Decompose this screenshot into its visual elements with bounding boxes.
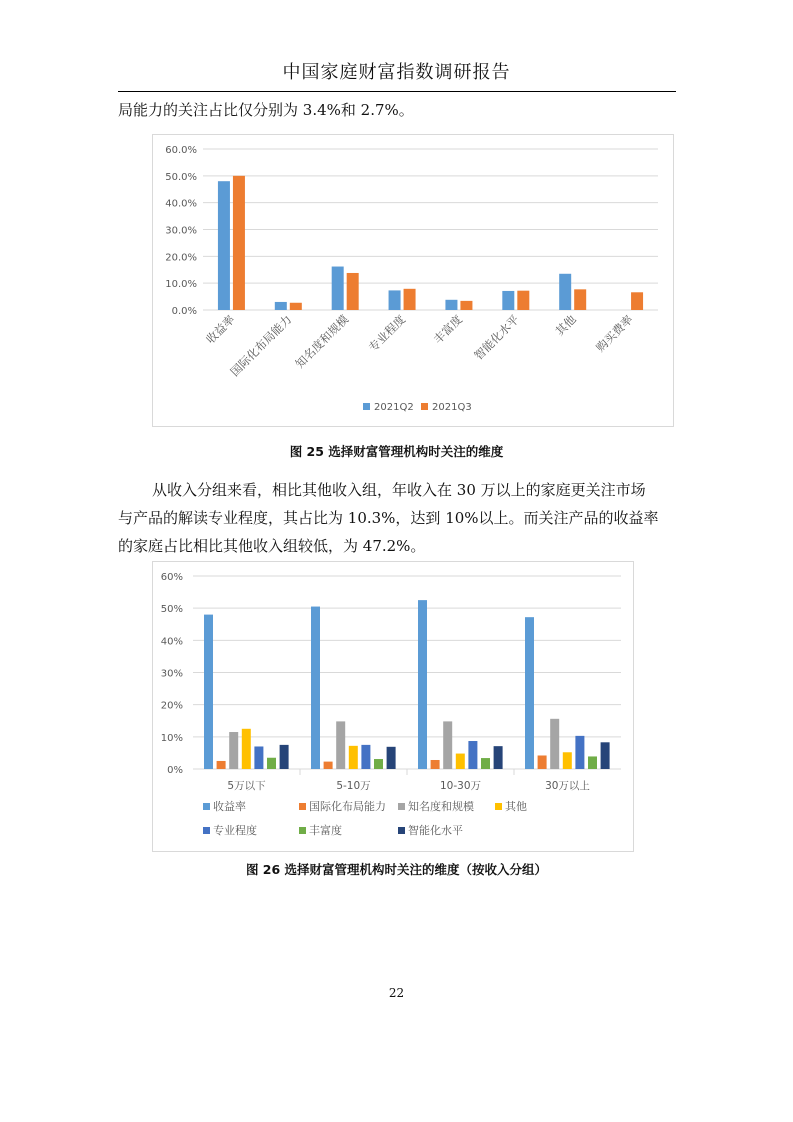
bar-丰富度 xyxy=(481,758,490,769)
bar-其他 xyxy=(242,729,251,769)
bar-专业程度 xyxy=(361,745,370,769)
bar-专业程度 xyxy=(575,736,584,769)
figure-26-caption: 图 26 选择财富管理机构时关注的维度（按收入分组） xyxy=(245,862,548,877)
bar-知名度和规模 xyxy=(443,721,452,769)
legend-swatch xyxy=(495,803,502,810)
bar-丰富度 xyxy=(588,756,597,769)
bar-其他 xyxy=(456,754,465,769)
legend-label: 智能化水平 xyxy=(408,824,463,837)
legend-label: 2021Q2 xyxy=(374,402,414,413)
legend-swatch xyxy=(299,827,306,834)
y-tick-label: 20.0% xyxy=(165,252,197,264)
legend-label: 国际化布局能力 xyxy=(309,800,386,813)
legend-swatch xyxy=(421,403,428,410)
x-tick-label: 丰富度 xyxy=(430,312,466,347)
y-tick-label: 20% xyxy=(160,700,183,712)
bar-收益率 xyxy=(525,617,534,769)
y-tick-label: 60% xyxy=(160,572,183,583)
bar-收益率 xyxy=(204,615,213,769)
y-tick-label: 30% xyxy=(160,668,183,680)
legend-label: 丰富度 xyxy=(309,824,342,837)
bar-智能化水平 xyxy=(601,742,610,769)
bar-2021Q2 xyxy=(502,291,514,310)
bar-知名度和规模 xyxy=(229,732,238,769)
x-tick-label: 其他 xyxy=(552,312,579,339)
bar-其他 xyxy=(349,746,358,769)
chart-26-container xyxy=(152,561,634,852)
bar-知名度和规模 xyxy=(550,719,559,769)
x-tick-label: 10-30万 xyxy=(439,780,482,792)
page-number: 22 xyxy=(388,986,405,1000)
bar-2021Q2 xyxy=(332,267,344,310)
y-tick-label: 10% xyxy=(160,732,183,744)
legend-swatch xyxy=(363,403,370,410)
bar-专业程度 xyxy=(254,746,263,769)
bar-收益率 xyxy=(311,607,320,769)
chart-25 xyxy=(153,135,673,426)
header-rule xyxy=(118,91,676,92)
bar-2021Q3 xyxy=(347,273,359,310)
x-tick-label: 30万以上 xyxy=(545,780,590,792)
bar-2021Q3 xyxy=(631,292,643,310)
bar-智能化水平 xyxy=(494,746,503,769)
legend-label: 知名度和规模 xyxy=(408,800,474,813)
legend-label: 其他 xyxy=(505,800,527,813)
y-tick-label: 30.0% xyxy=(165,225,197,237)
x-tick-label: 收益率 xyxy=(203,312,238,347)
bar-2021Q3 xyxy=(404,289,416,310)
x-tick-label: 国际化布局能力 xyxy=(227,312,295,380)
bar-收益率 xyxy=(418,600,427,769)
bar-国际化布局能力 xyxy=(431,760,440,769)
legend-label: 2021Q3 xyxy=(432,402,472,413)
bar-国际化布局能力 xyxy=(217,761,226,769)
bar-智能化水平 xyxy=(280,745,289,769)
paragraph-1: 局能力的关注占比仅分别为 3.4%和 2.7%。 xyxy=(118,101,414,119)
x-tick-label: 5-10万 xyxy=(336,780,371,792)
legend-label: 收益率 xyxy=(213,800,246,813)
chart-25-container xyxy=(152,134,674,427)
x-tick-label: 购买费率 xyxy=(593,312,636,355)
legend-swatch xyxy=(398,827,405,834)
bar-专业程度 xyxy=(468,741,477,769)
y-tick-label: 0.0% xyxy=(171,306,197,317)
legend-swatch xyxy=(299,803,306,810)
legend-label: 专业程度 xyxy=(213,824,257,837)
bar-国际化布局能力 xyxy=(324,762,333,769)
bar-国际化布局能力 xyxy=(538,755,547,769)
y-tick-label: 50.0% xyxy=(165,171,197,183)
y-tick-label: 0% xyxy=(167,765,183,776)
bar-2021Q2 xyxy=(389,290,401,310)
legend-swatch xyxy=(203,827,210,834)
x-tick-label: 知名度和规模 xyxy=(292,312,352,371)
bar-2021Q2 xyxy=(218,181,230,310)
bar-2021Q2 xyxy=(275,302,287,310)
bar-知名度和规模 xyxy=(336,721,345,769)
bar-丰富度 xyxy=(267,758,276,769)
bar-2021Q3 xyxy=(517,291,529,310)
bar-2021Q3 xyxy=(233,176,245,310)
x-tick-label: 智能化水平 xyxy=(471,312,522,363)
bar-2021Q3 xyxy=(290,303,302,310)
paragraph-2-line-2: 与产品的解读专业程度，其占比为 10.3%，达到 10%以上。而关注产品的收益率 xyxy=(118,509,659,527)
header-title: 中国家庭财富指数调研报告 xyxy=(282,62,511,83)
paragraph-2-line-3: 的家庭占比相比其他收入组较低，为 47.2%。 xyxy=(118,537,426,555)
paragraph-2-line-1: 从收入分组来看，相比其他收入组，年收入在 30 万以上的家庭更关注市场 xyxy=(152,481,646,499)
bar-2021Q2 xyxy=(445,300,457,310)
figure-25-caption: 图 25 选择财富管理机构时关注的维度 xyxy=(289,444,504,459)
x-tick-label: 专业程度 xyxy=(365,312,409,355)
bar-2021Q2 xyxy=(559,274,571,310)
legend-swatch xyxy=(203,803,210,810)
chart-26 xyxy=(153,562,633,851)
y-tick-label: 60.0% xyxy=(165,145,197,156)
y-tick-label: 10.0% xyxy=(165,279,197,291)
y-tick-label: 40% xyxy=(160,636,183,648)
bar-其他 xyxy=(563,752,572,769)
legend-swatch xyxy=(398,803,405,810)
x-tick-label: 5万以下 xyxy=(227,780,266,792)
bar-2021Q3 xyxy=(460,301,472,310)
y-tick-label: 50% xyxy=(160,604,183,616)
bar-2021Q3 xyxy=(574,289,586,310)
y-tick-label: 40.0% xyxy=(165,198,197,210)
bar-丰富度 xyxy=(374,759,383,769)
bar-智能化水平 xyxy=(387,747,396,769)
paragraph-2 xyxy=(118,476,678,560)
